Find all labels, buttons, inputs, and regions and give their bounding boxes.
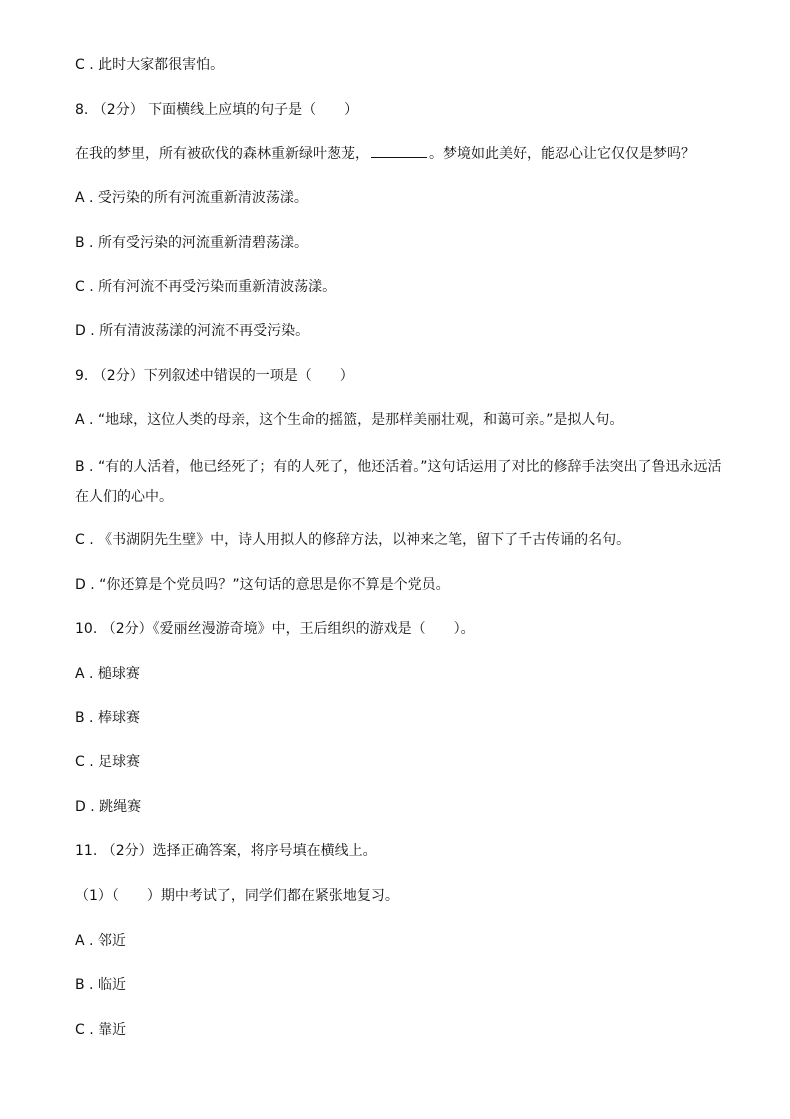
option-b-q11: B . 临近 xyxy=(75,977,126,993)
option-c-q10: C . 足球赛 xyxy=(75,754,141,770)
option-d-q8: D . 所有清波荡漾的河流不再受污染。 xyxy=(75,323,310,339)
option-b-q10: B . 棒球赛 xyxy=(75,710,140,726)
option-b-q8: B . 所有受污染的河流重新清碧荡漾。 xyxy=(75,235,308,251)
question-11-stem: 11. （2分）选择正确答案，将序号填在横线上。 xyxy=(75,843,377,859)
option-a-q11: A . 邻近 xyxy=(75,933,126,949)
option-c-q8: C . 所有河流不再受污染而重新清波荡漾。 xyxy=(75,279,337,295)
question-8-sentence xyxy=(75,147,730,161)
option-c-q11: C . 靠近 xyxy=(75,1022,127,1038)
option-c-q9: C . 《书湖阴先生壁》中，诗人用拟人的修辞方法，以神来之笔，留下了千古传诵的名句。 xyxy=(75,532,631,548)
option-d-q9: D . “你还算是个党员吗？”这句话的意思是你不算是个党员。 xyxy=(75,577,450,593)
option-a-q8: A . 受污染的所有河流重新清波荡漾。 xyxy=(75,190,308,206)
sentence-part-1: 在我的梦里，所有被砍伐的森林重新绿叶葱茏， xyxy=(75,146,369,162)
question-8-stem: 8. （2分） 下面横线上应填的句子是（ ） xyxy=(75,102,359,118)
sentence-part-2: 。梦境如此美好，能忍心让它仅仅是梦吗？ xyxy=(429,146,695,162)
question-9-stem: 9. （2分）下列叙述中错误的一项是（ ） xyxy=(75,368,354,384)
question-11-part-1: （1）（ ）期中考试了，同学们都在紧张地复习。 xyxy=(75,888,399,904)
question-10-stem: 10. （2分）《爱丽丝漫游奇境》中，王后组织的游戏是（ ）。 xyxy=(75,621,475,637)
option-a-q9: A . “地球，这位人类的母亲，这个生命的摇篮，是那样美丽壮观，和蔼可亲。”是拟人句。 xyxy=(75,412,624,428)
option-a-q10: A . 槌球赛 xyxy=(75,666,140,682)
fill-blank xyxy=(371,147,427,158)
option-d-q10: D . 跳绳赛 xyxy=(75,799,142,815)
option-b-q9: B . “有的人活着，他已经死了；有的人死了，他还活着。”这句话运用了对比的修辞手法突出了鲁迅永远活在人们的心中。 xyxy=(75,459,722,505)
option-c-q7: C . 此时大家都很害怕。 xyxy=(75,57,225,73)
